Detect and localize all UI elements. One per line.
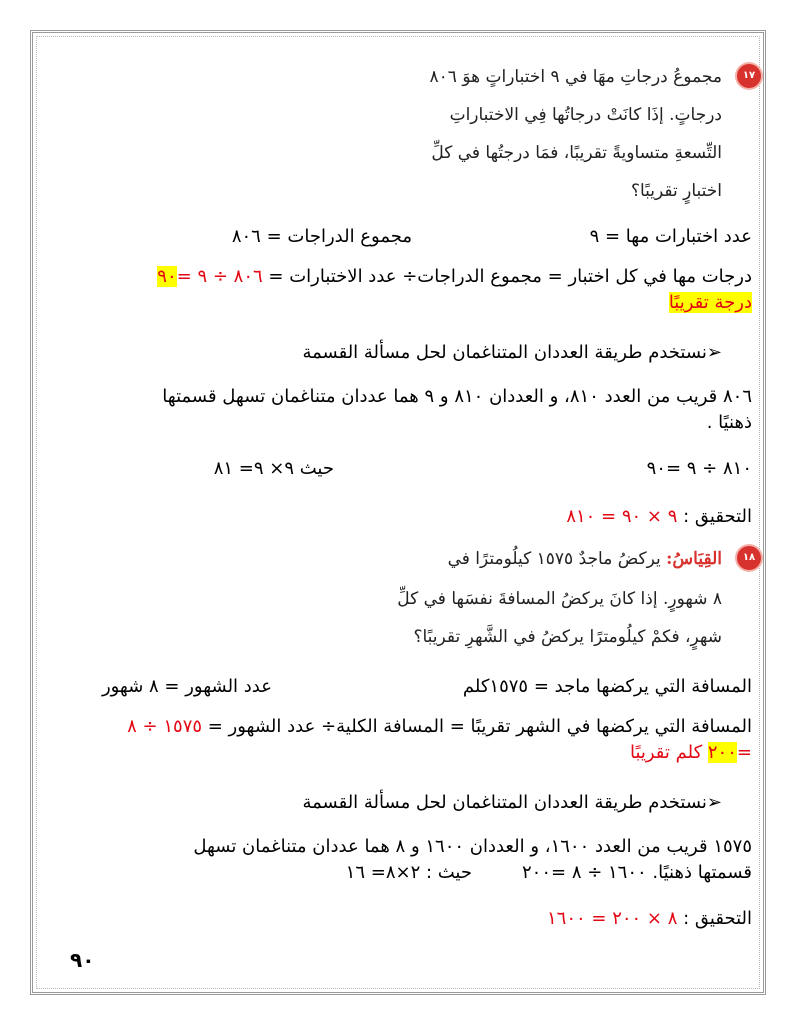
check-17-label: التحقيق : [677,506,752,527]
result-18 [630,742,752,764]
distance: المسافة التي يركضها ماجد = ١٥٧٥كلم [462,676,752,697]
check-17-value: ٩ × ٩٠ = ٨١٠ [566,506,678,527]
formula-18-eq: = [736,742,752,763]
formula-18-text: المسافة التي يركضها في الشهر تقريبًا = المسافة الكلية÷ عدد الشهور = [202,716,752,737]
page-number: ٩٠ [70,948,95,972]
problem-18-line-1 [448,548,722,570]
months-count: عدد الشهور = ٨ شهور [101,676,272,697]
problem-17-number: ١٧ [737,64,761,88]
problem-17-line-1: مجموعُ درجاتِ مهَا في ٩ اختباراتٍ هوَ ٨٠٦ [429,67,722,87]
check-18-label: التحقيق : [677,908,752,929]
explain-18-line-2-left: حيث : ٢×٨= ١٦ [345,862,472,883]
result-17-unit: درجة تقريبًا [668,292,752,313]
check-18-value: ٨ × ٢٠٠ = ١٦٠٠ [546,908,678,929]
calc-17-left: حيث ٩× ٩= ٨١ [213,458,334,479]
problem-18-label: القِيَاسُ: [666,549,722,569]
total-grades: مجموع الدراجات = ٨٠٦ [231,226,412,247]
method-18-text: نستخدم طريقة العددان المتناغمان لحل مسألة القسمة [302,792,707,813]
tests-count: عدد اختبارات مها = ٩ [589,226,752,247]
result-18-unit: كلم تقريبًا [629,742,708,763]
problem-17-line-4: اختبارٍ تقريبًا؟ [630,181,722,201]
problem-18-line-2: ٨ شهورٍ. إذا كانَ يركضُ المسافةَ نفسَها في كلِّ [397,589,722,609]
problem-18-text-1: يركضُ ماجدٌ ١٥٧٥ كيلُومترًا في [447,549,667,569]
problem-17-line-3: التِّسعةِ متساويةً تقريبًا، فمَا درجتُها في كلِّ [431,143,722,163]
formula-18-calc: ١٥٧٥ ÷ ٨ [127,716,203,737]
arrow-bullet-icon: ➢ [706,342,722,363]
result-17 [669,292,752,314]
method-17-text: نستخدم طريقة العددان المتناغمان لحل مسألة القسمة [302,342,707,363]
explain-17-line-2: ذهنيًا . [706,412,752,433]
formula-17-text: درجات مها في كل اختبار = مجموع الدراجات÷ عدد الاختبارات = [262,266,752,287]
formula-18 [127,716,752,738]
method-18 [302,792,722,814]
arrow-bullet-icon: ➢ [706,792,722,813]
check-17 [566,506,752,528]
check-18 [547,908,752,930]
formula-17 [157,266,752,288]
problem-17-line-2: درجاتٍ. إذَا كانَتْ درجاتُها فِي الاختباراتِ [449,105,722,125]
formula-17-calc: ٨٠٦ ÷ ٩ = [176,266,263,287]
formula-17-result: ٩٠ [157,266,177,287]
explain-18-line-2-right: قسمتها ذهنيًا. ١٦٠٠ ÷ ٨ =٢٠٠ [521,862,752,883]
problem-18-line-3: شهرٍ، فكمْ كيلُومترًا يركضُ في الشَّهرِ تقريبًا؟ [413,627,722,647]
problem-18-number: ١٨ [737,546,761,570]
method-17 [302,342,722,364]
calc-17-right: ٨١٠ ÷ ٩ =٩٠ [646,458,752,479]
formula-18-result: ٢٠٠ [707,742,737,763]
explain-18-line-1: ١٥٧٥ قريب من العدد ١٦٠٠، و العددان ١٦٠٠ و ٨ هما عددان متناغمان تسهل [193,836,752,857]
explain-17-line-1: ٨٠٦ قريب من العدد ٨١٠، و العددان ٨١٠ و ٩ هما عددان متناغمان تسهل قسمتها [162,386,752,407]
